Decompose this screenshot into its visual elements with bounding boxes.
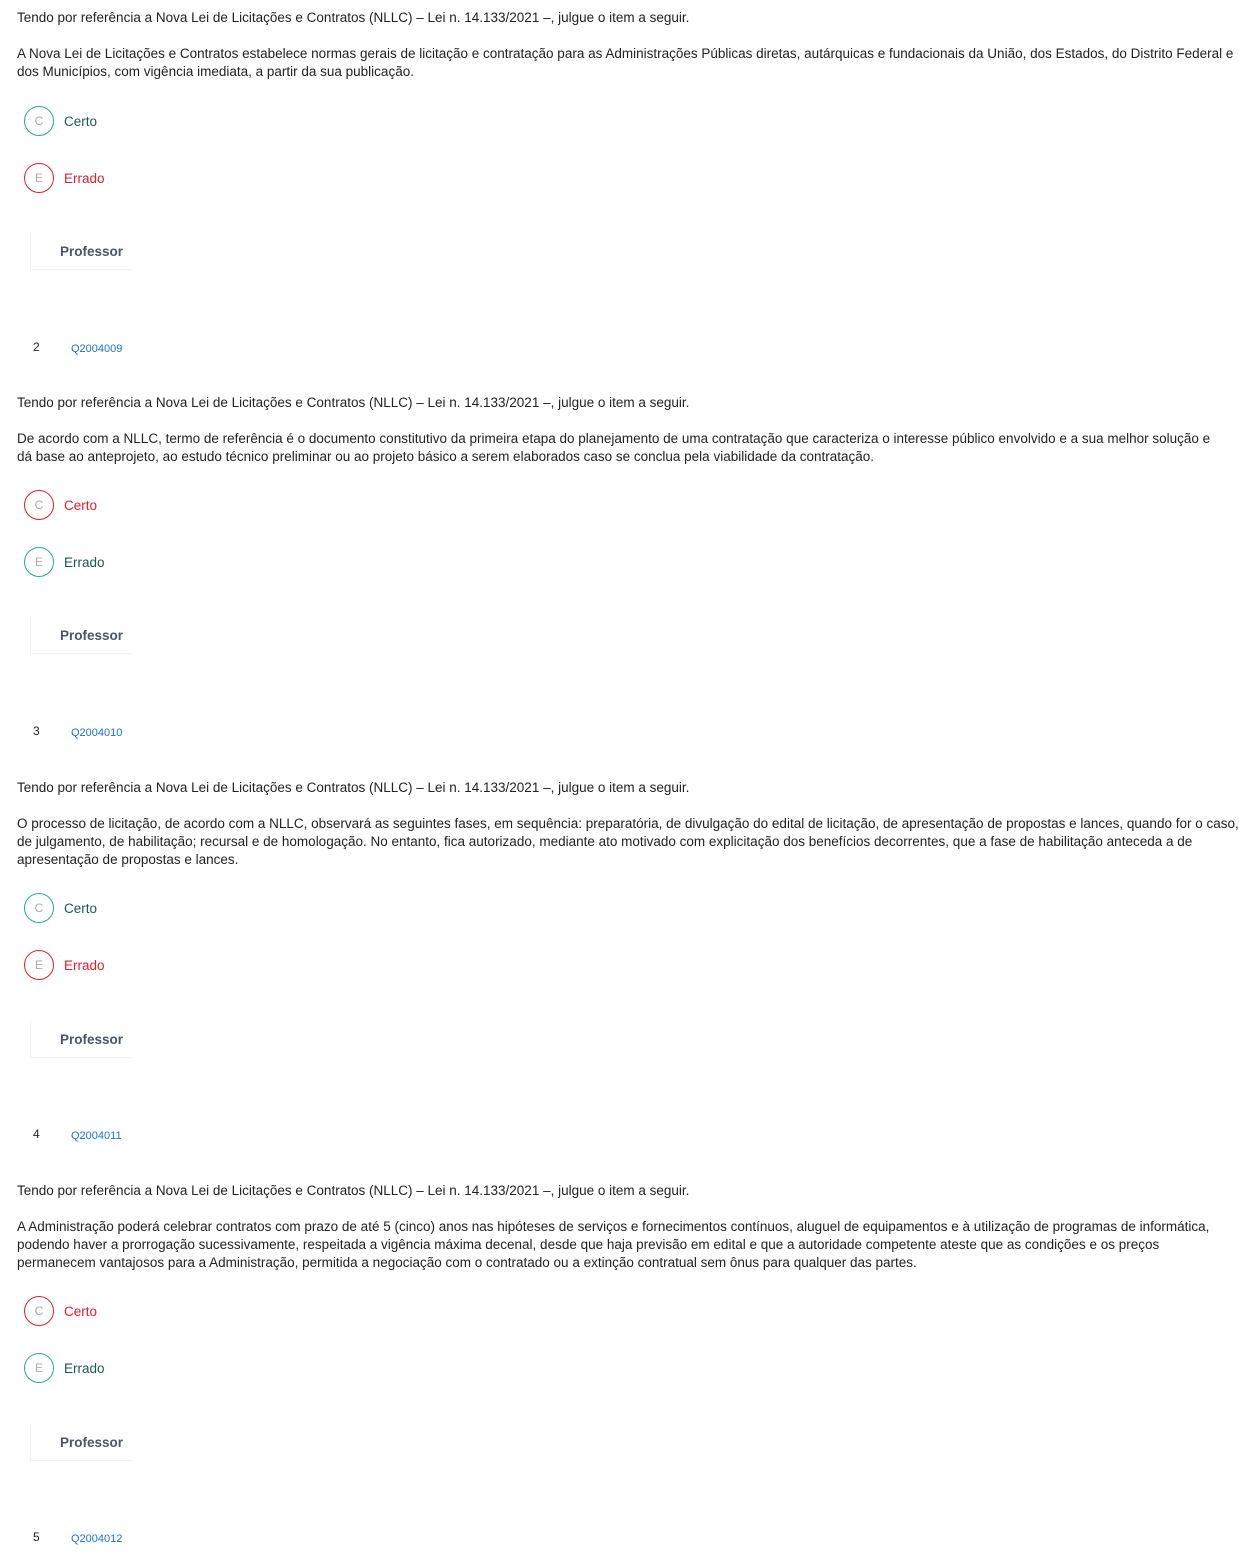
option-letter-circle[interactable]: C (24, 106, 54, 136)
question-number: 3 (33, 724, 40, 738)
statement-line: podendo haver a prorrogação sucessivamente, respeitada a vigência máxima decenal, desde que haja previsão em edital e que a autoridade competente ateste que as condições e os preços (17, 1237, 1160, 1252)
option-letter-circle[interactable]: E (24, 950, 54, 980)
question-id-link[interactable]: Q2004012 (71, 1533, 123, 1545)
option-label: Certo (64, 900, 98, 916)
option-certo[interactable] (24, 104, 97, 138)
option-label: Certo (64, 113, 98, 129)
statement-line: dá base ao anteprojeto, ao estudo técnico preliminar ou ao projeto básico a serem elaborados caso se conclua pela viabilidade da contratação. (17, 449, 875, 464)
option-label: Certo (64, 1303, 98, 1319)
question-number: 2 (33, 340, 40, 354)
option-label: Errado (64, 1360, 105, 1376)
statement-line: A Administração poderá celebrar contratos com prazo de até 5 (cinco) anos nas hipóteses de serviços e fornecimentos contínuos, aluguel de equipamentos e à utilização de programas de informática, (17, 1219, 1210, 1234)
option-letter-circle[interactable]: C (24, 893, 54, 923)
question-header: Tendo por referência a Nova Lei de Licitações e Contratos (NLLC) – Lei n. 14.133/2021 –, julgue o item a seguir. (17, 395, 690, 410)
statement-line: O processo de licitação, de acordo com a NLLC, observará as seguintes fases, em sequência: preparatória, de divulgação do edital de licitação, de apresentação de propostas e lances, quando for o caso, (17, 816, 1239, 831)
question-number: 4 (33, 1127, 40, 1141)
option-errado[interactable] (24, 545, 105, 579)
option-label: Errado (64, 170, 105, 186)
question-statement (17, 1218, 1210, 1272)
question-statement (17, 815, 1239, 869)
professor-tab[interactable]: Professor (30, 1424, 133, 1461)
option-letter-circle[interactable]: C (24, 490, 54, 520)
option-certo[interactable] (24, 1294, 97, 1328)
question-header: Tendo por referência a Nova Lei de Licitações e Contratos (NLLC) – Lei n. 14.133/2021 –, julgue o item a seguir. (17, 10, 690, 25)
question-id-link[interactable]: Q2004011 (71, 1130, 122, 1142)
question-header: Tendo por referência a Nova Lei de Licitações e Contratos (NLLC) – Lei n. 14.133/2021 –, julgue o item a seguir. (17, 780, 690, 795)
professor-tab[interactable]: Professor (30, 617, 133, 654)
statement-line: A Nova Lei de Licitações e Contratos estabelece normas gerais de licitação e contratação para as Administrações Públicas diretas, autárquicas e fundacionais da União, dos Estados, do Distrito Federal e (17, 46, 1234, 61)
option-errado[interactable] (24, 161, 105, 195)
professor-tab[interactable]: Professor (30, 1021, 133, 1058)
statement-line: apresentação de propostas e lances. (17, 852, 239, 867)
question-id-link[interactable]: Q2004010 (71, 727, 123, 739)
option-letter-circle[interactable]: E (24, 1353, 54, 1383)
option-certo[interactable] (24, 488, 97, 522)
professor-tab[interactable]: Professor (30, 233, 133, 270)
option-letter-circle[interactable]: E (24, 547, 54, 577)
option-certo[interactable] (24, 891, 97, 925)
option-label: Errado (64, 957, 105, 973)
option-letter-circle[interactable]: E (24, 163, 54, 193)
statement-line: dos Municípios, com vigência imediata, a partir da sua publicação. (17, 64, 414, 79)
question-id-link[interactable]: Q2004009 (71, 343, 123, 355)
question-number: 5 (33, 1530, 40, 1544)
question-statement (17, 45, 1234, 81)
statement-line: de julgamento, de habilitação; recursal e de homologação. No entanto, fica autorizado, mediante ato motivado com explicitação dos benefícios decorrentes, que a fase de habilitação anteceda a de (17, 834, 1193, 849)
question-statement (17, 430, 1211, 466)
option-label: Certo (64, 497, 98, 513)
question-header: Tendo por referência a Nova Lei de Licitações e Contratos (NLLC) – Lei n. 14.133/2021 –, julgue o item a seguir. (17, 1183, 690, 1198)
option-errado[interactable] (24, 948, 105, 982)
statement-line: permanecem vantajosos para a Administração, permitida a negociação com o contratado ou a extinção contratual sem ônus para qualquer das partes. (17, 1255, 917, 1270)
option-errado[interactable] (24, 1351, 105, 1385)
statement-line: De acordo com a NLLC, termo de referência é o documento constitutivo da primeira etapa do planejamento de uma contratação que caracteriza o interesse público envolvido e a sua melhor solução e (17, 431, 1211, 446)
option-letter-circle[interactable]: C (24, 1296, 54, 1326)
option-label: Errado (64, 554, 105, 570)
